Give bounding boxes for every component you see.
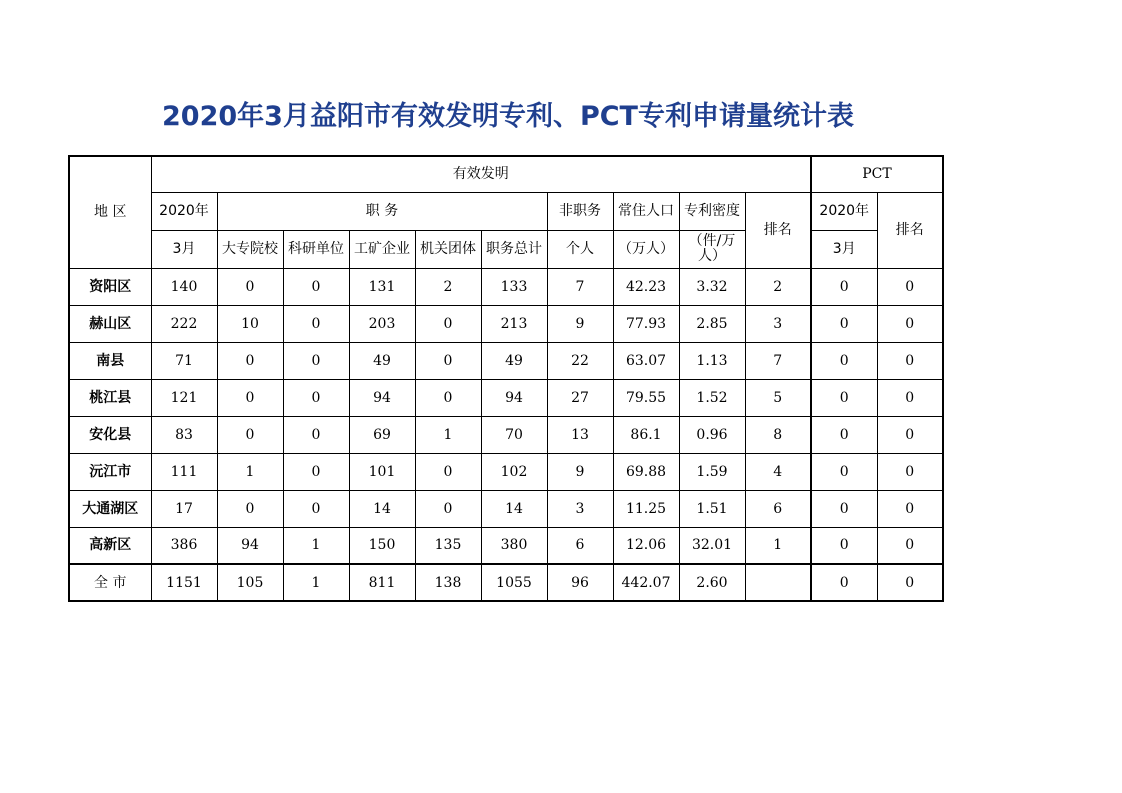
row-density: 1.13 — [679, 342, 745, 379]
row-total: 83 — [151, 416, 217, 453]
row-density: 3.32 — [679, 268, 745, 305]
table-row — [69, 268, 943, 305]
total-pct: 0 — [811, 564, 877, 601]
header-density-bottom: （件/万人） — [679, 230, 745, 268]
row-service-total: 49 — [481, 342, 547, 379]
total-institution: 138 — [415, 564, 481, 601]
row-rank: 5 — [745, 379, 811, 416]
row-pct-rank: 0 — [877, 416, 943, 453]
header-year-top: 2020年 — [151, 192, 217, 230]
row-pct: 0 — [811, 416, 877, 453]
row-service-total: 102 — [481, 453, 547, 490]
row-pct-rank: 0 — [877, 342, 943, 379]
row-pct: 0 — [811, 305, 877, 342]
row-individual: 6 — [547, 527, 613, 564]
table-row — [69, 416, 943, 453]
header-pct: PCT — [811, 156, 943, 192]
header-valid-invention: 有效发明 — [151, 156, 811, 192]
row-pct-rank: 0 — [877, 305, 943, 342]
row-individual: 9 — [547, 453, 613, 490]
row-population: 86.1 — [613, 416, 679, 453]
table-row — [69, 342, 943, 379]
row-service-total: 14 — [481, 490, 547, 527]
row-population: 12.06 — [613, 527, 679, 564]
row-region: 桃江县 — [69, 379, 151, 416]
row-college: 0 — [217, 268, 283, 305]
row-college: 0 — [217, 342, 283, 379]
row-research: 0 — [283, 342, 349, 379]
table-row — [69, 490, 943, 527]
row-institution: 0 — [415, 379, 481, 416]
row-service-total: 133 — [481, 268, 547, 305]
row-pct: 0 — [811, 268, 877, 305]
row-individual: 27 — [547, 379, 613, 416]
row-rank: 7 — [745, 342, 811, 379]
row-enterprise: 14 — [349, 490, 415, 527]
row-pct: 0 — [811, 379, 877, 416]
header-nonservice-bottom: 个人 — [547, 230, 613, 268]
row-pct-rank: 0 — [877, 453, 943, 490]
header-pct-month-bottom: 3月 — [811, 230, 877, 268]
row-research: 0 — [283, 379, 349, 416]
row-institution: 1 — [415, 416, 481, 453]
header-pct-rank: 排名 — [877, 192, 943, 268]
row-enterprise: 94 — [349, 379, 415, 416]
total-pct-rank: 0 — [877, 564, 943, 601]
row-individual: 3 — [547, 490, 613, 527]
row-population: 77.93 — [613, 305, 679, 342]
row-research: 0 — [283, 268, 349, 305]
row-region: 赫山区 — [69, 305, 151, 342]
row-pct-rank: 0 — [877, 379, 943, 416]
statistics-table — [68, 155, 944, 602]
row-population: 79.55 — [613, 379, 679, 416]
row-enterprise: 49 — [349, 342, 415, 379]
total-rank — [745, 564, 811, 601]
row-density: 32.01 — [679, 527, 745, 564]
row-enterprise: 150 — [349, 527, 415, 564]
row-rank: 6 — [745, 490, 811, 527]
total-enterprise: 811 — [349, 564, 415, 601]
total-total: 1151 — [151, 564, 217, 601]
header-enterprise: 工矿企业 — [349, 230, 415, 268]
row-pct-rank: 0 — [877, 268, 943, 305]
header-rank: 排名 — [745, 192, 811, 268]
row-college: 0 — [217, 490, 283, 527]
row-institution: 0 — [415, 453, 481, 490]
row-total: 17 — [151, 490, 217, 527]
row-institution: 2 — [415, 268, 481, 305]
row-individual: 22 — [547, 342, 613, 379]
header-region: 地 区 — [69, 156, 151, 268]
row-total: 71 — [151, 342, 217, 379]
row-enterprise: 131 — [349, 268, 415, 305]
row-research: 1 — [283, 527, 349, 564]
row-density: 1.59 — [679, 453, 745, 490]
row-service-total: 70 — [481, 416, 547, 453]
total-individual: 96 — [547, 564, 613, 601]
row-individual: 13 — [547, 416, 613, 453]
header-college: 大专院校 — [217, 230, 283, 268]
row-service-total: 380 — [481, 527, 547, 564]
row-region: 安化县 — [69, 416, 151, 453]
total-row — [69, 564, 943, 601]
row-pct: 0 — [811, 527, 877, 564]
header-population-top: 常住人口 — [613, 192, 679, 230]
row-total: 140 — [151, 268, 217, 305]
row-institution: 0 — [415, 305, 481, 342]
row-region: 资阳区 — [69, 268, 151, 305]
header-service: 职 务 — [217, 192, 547, 230]
row-enterprise: 203 — [349, 305, 415, 342]
row-total: 222 — [151, 305, 217, 342]
row-institution: 0 — [415, 342, 481, 379]
header-institution: 机关团体 — [415, 230, 481, 268]
total-population: 442.07 — [613, 564, 679, 601]
total-region: 全 市 — [69, 564, 151, 601]
row-region: 沅江市 — [69, 453, 151, 490]
row-college: 10 — [217, 305, 283, 342]
row-individual: 7 — [547, 268, 613, 305]
row-population: 63.07 — [613, 342, 679, 379]
total-service-total: 1055 — [481, 564, 547, 601]
row-population: 42.23 — [613, 268, 679, 305]
total-density: 2.60 — [679, 564, 745, 601]
row-rank: 4 — [745, 453, 811, 490]
row-rank: 2 — [745, 268, 811, 305]
header-pct-year-top: 2020年 — [811, 192, 877, 230]
row-pct: 0 — [811, 490, 877, 527]
header-nonservice-top: 非职务 — [547, 192, 613, 230]
row-population: 69.88 — [613, 453, 679, 490]
header-population-bottom: （万人） — [613, 230, 679, 268]
row-density: 1.52 — [679, 379, 745, 416]
header-research: 科研单位 — [283, 230, 349, 268]
row-region: 高新区 — [69, 527, 151, 564]
row-service-total: 213 — [481, 305, 547, 342]
row-total: 386 — [151, 527, 217, 564]
row-region: 南县 — [69, 342, 151, 379]
row-research: 0 — [283, 453, 349, 490]
header-density-top: 专利密度 — [679, 192, 745, 230]
row-institution: 0 — [415, 490, 481, 527]
row-density: 0.96 — [679, 416, 745, 453]
row-research: 0 — [283, 490, 349, 527]
total-college: 105 — [217, 564, 283, 601]
row-college: 94 — [217, 527, 283, 564]
header-service-total: 职务总计 — [481, 230, 547, 268]
row-college: 1 — [217, 453, 283, 490]
row-service-total: 94 — [481, 379, 547, 416]
row-research: 0 — [283, 416, 349, 453]
row-population: 11.25 — [613, 490, 679, 527]
row-pct-rank: 0 — [877, 490, 943, 527]
row-college: 0 — [217, 416, 283, 453]
row-pct: 0 — [811, 453, 877, 490]
header-month-bottom: 3月 — [151, 230, 217, 268]
row-institution: 135 — [415, 527, 481, 564]
row-enterprise: 69 — [349, 416, 415, 453]
row-college: 0 — [217, 379, 283, 416]
table-row — [69, 379, 943, 416]
row-research: 0 — [283, 305, 349, 342]
row-total: 121 — [151, 379, 217, 416]
row-rank: 3 — [745, 305, 811, 342]
total-research: 1 — [283, 564, 349, 601]
row-rank: 8 — [745, 416, 811, 453]
page-title: 2020年3月益阳市有效发明专利、PCT专利申请量统计表 — [162, 101, 854, 132]
row-region: 大通湖区 — [69, 490, 151, 527]
row-pct-rank: 0 — [877, 527, 943, 564]
row-density: 2.85 — [679, 305, 745, 342]
table-row — [69, 527, 943, 564]
row-enterprise: 101 — [349, 453, 415, 490]
row-total: 111 — [151, 453, 217, 490]
row-rank: 1 — [745, 527, 811, 564]
row-density: 1.51 — [679, 490, 745, 527]
table-row — [69, 305, 943, 342]
row-individual: 9 — [547, 305, 613, 342]
table-row — [69, 453, 943, 490]
row-pct: 0 — [811, 342, 877, 379]
